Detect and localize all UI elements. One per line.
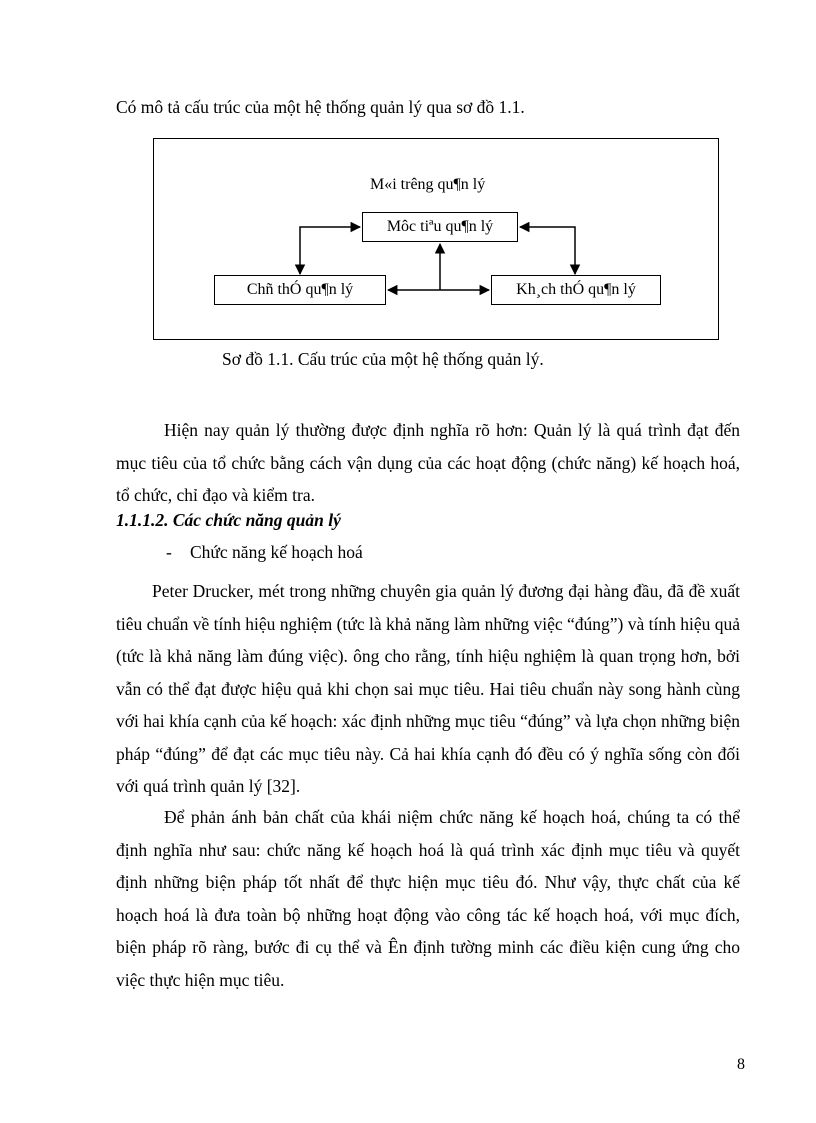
page-number: 8: [737, 1056, 745, 1073]
paragraph-definition: Hiện nay quản lý thường được định nghĩa rõ hơn: Quản lý là quá trình đạt đến mục tiêu của tổ chức bằng cách vận dụng của các hoạt động (chức năng) kế hoạch hoá, tổ chức, chỉ đạo và kiểm tra.: [116, 420, 740, 505]
paragraph-planning-definition: Để phản ánh bản chất của khái niệm chức năng kế hoạch hoá, chúng ta có thể định nghĩa như sau: chức năng kế hoạch hoá là quá trình xác định mục tiêu và quyết định những biện pháp tốt nhất để thực hiện mục tiêu đó. Như vậy, thực chất của kế hoạch hoá là đưa toàn bộ những hoạt động vào công tác kế hoạch hoá, với mục đích, biện pháp rõ ràng, bước đi cụ thể và Ên định tường minh các điều kiện cung ứng cho việc thực hiện mục tiêu.: [116, 807, 740, 990]
section-heading: 1.1.1.2. Các chức năng quản lý: [116, 510, 341, 530]
diagram-node-goal: Môc tiªu qu¶n lý: [362, 212, 518, 242]
bullet-dash: -: [166, 542, 172, 562]
diagram-node-object: Kh¸ch thÓ qu¶n lý: [491, 275, 661, 305]
bullet-item: [166, 542, 363, 563]
intro-sentence: Có mô tả cấu trúc của một hệ thống quản lý qua sơ đồ 1.1.: [116, 97, 525, 117]
bullet-text: Chức năng kế hoạch hoá: [190, 542, 363, 562]
paragraph-drucker: Peter Drucker, mét trong những chuyên gia quản lý đương đại hàng đầu, đã đề xuất tiêu chuẩn về tính hiệu nghiệm (tức là khả năng làm những việc “đúng”) và tính hiệu quả (tức là khả năng làm đúng việc). ông cho rằng, tính hiệu nghiệm là quan trọng hơn, bởi vẫn có thể đạt được hiệu quả khi chọn sai mục tiêu. Hai tiêu chuẩn này song hành cùng với hai khía cạnh của kế hoạch: xác định những mục tiêu “đúng” và lựa chọn những biện pháp “đúng” để đạt các mục tiêu này. Cả hai khía cạnh đó đều có ý nghĩa sống còn đối với quá trình quản lý [32].: [116, 581, 740, 796]
diagram-environment-label: M«i trêng qu¶n lý: [370, 176, 486, 193]
diagram-caption: Sơ đồ 1.1. Cấu trúc của một hệ thống quản lý.: [222, 349, 544, 369]
diagram-node-subject: Chñ thÓ qu¶n lý: [214, 275, 386, 305]
